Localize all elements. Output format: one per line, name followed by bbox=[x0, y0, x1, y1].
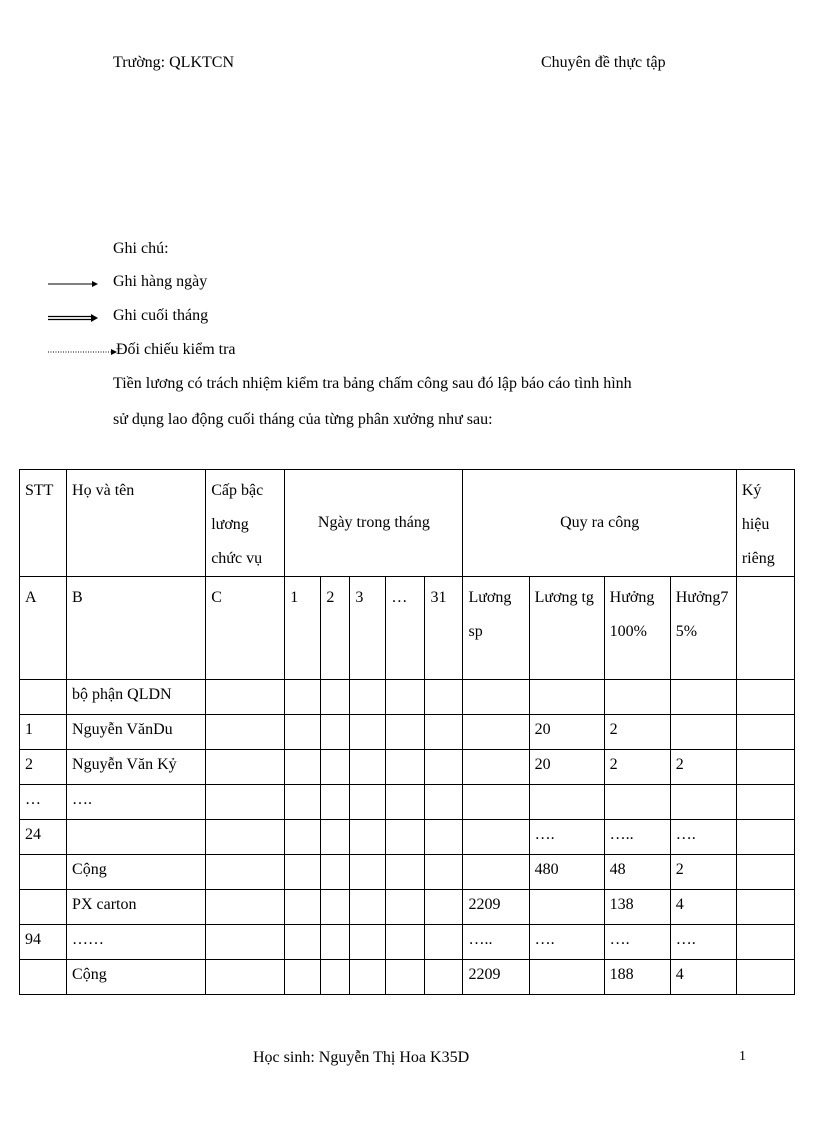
cell-day-3 bbox=[350, 960, 386, 995]
sub-b: B bbox=[67, 577, 206, 680]
cell-day-1 bbox=[285, 715, 321, 750]
table-row bbox=[20, 750, 795, 785]
cell-luong-sp bbox=[463, 750, 529, 785]
cell-day-3 bbox=[350, 925, 386, 960]
timesheet-table bbox=[19, 469, 795, 995]
table-row bbox=[20, 960, 795, 995]
cell-huong-75: 2 bbox=[670, 855, 736, 890]
cell-huong-75 bbox=[670, 785, 736, 820]
sub-luong-tg: Lương tg bbox=[529, 577, 604, 680]
cell-name: Cộng bbox=[67, 960, 206, 995]
sub-day-3: 3 bbox=[350, 577, 386, 680]
cell-day-2 bbox=[321, 855, 350, 890]
cell-name: …… bbox=[67, 925, 206, 960]
cell-symbol bbox=[736, 715, 794, 750]
thin-arrow-icon bbox=[48, 278, 100, 290]
cell-day-3 bbox=[350, 890, 386, 925]
cell-day-31 bbox=[425, 960, 463, 995]
cell-huong-100: ….. bbox=[604, 820, 670, 855]
cell-stt: … bbox=[20, 785, 67, 820]
cell-day-dots bbox=[386, 890, 425, 925]
cell-day-2 bbox=[321, 890, 350, 925]
cell-symbol bbox=[736, 820, 794, 855]
sub-c: C bbox=[206, 577, 285, 680]
table-row bbox=[20, 925, 795, 960]
sub-a: A bbox=[20, 577, 67, 680]
cell-huong-100: …. bbox=[604, 925, 670, 960]
cell-stt: 2 bbox=[20, 750, 67, 785]
cell-symbol bbox=[736, 960, 794, 995]
col-header-days: Ngày trong tháng bbox=[285, 470, 463, 577]
cell-huong-75 bbox=[670, 680, 736, 715]
dotted-arrow-icon bbox=[48, 346, 118, 358]
cell-huong-100: 188 bbox=[604, 960, 670, 995]
cell-luong-tg: 20 bbox=[529, 750, 604, 785]
cell-luong-tg bbox=[529, 890, 604, 925]
table-row bbox=[20, 715, 795, 750]
cell-symbol bbox=[736, 925, 794, 960]
cell-day-31 bbox=[425, 680, 463, 715]
sub-luong-sp: Lương sp bbox=[463, 577, 529, 680]
cell-luong-tg: 480 bbox=[529, 855, 604, 890]
cell-day-2 bbox=[321, 715, 350, 750]
double-arrow-icon bbox=[48, 312, 100, 324]
cell-day-2 bbox=[321, 960, 350, 995]
table-subheader-row bbox=[20, 577, 795, 680]
cell-luong-sp bbox=[463, 855, 529, 890]
paragraph-line-1: Tiền lương có trách nhiệm kiểm tra bảng chấm công sau đó lập báo cáo tình hình bbox=[113, 375, 632, 392]
cell-name bbox=[67, 820, 206, 855]
legend-daily-label: Ghi hàng ngày bbox=[113, 273, 208, 290]
cell-stt: 94 bbox=[20, 925, 67, 960]
col-header-symbol: Ký hiệu riêng bbox=[736, 470, 794, 577]
cell-day-31 bbox=[425, 925, 463, 960]
cell-day-3 bbox=[350, 680, 386, 715]
cell-day-2 bbox=[321, 680, 350, 715]
cell-symbol bbox=[736, 785, 794, 820]
cell-grade bbox=[206, 750, 285, 785]
sub-day-dots: … bbox=[386, 577, 425, 680]
table-row bbox=[20, 680, 795, 715]
cell-luong-tg: …. bbox=[529, 820, 604, 855]
cell-name: PX carton bbox=[67, 890, 206, 925]
cell-day-dots bbox=[386, 855, 425, 890]
table-row bbox=[20, 820, 795, 855]
cell-luong-sp bbox=[463, 820, 529, 855]
cell-name: bộ phận QLDN bbox=[67, 680, 206, 715]
cell-luong-tg bbox=[529, 960, 604, 995]
table-header-row bbox=[20, 470, 795, 577]
cell-stt bbox=[20, 855, 67, 890]
cell-day-dots bbox=[386, 750, 425, 785]
cell-huong-75: …. bbox=[670, 820, 736, 855]
cell-huong-100 bbox=[604, 785, 670, 820]
cell-day-3 bbox=[350, 820, 386, 855]
cell-day-2 bbox=[321, 785, 350, 820]
table-row bbox=[20, 855, 795, 890]
cell-symbol bbox=[736, 750, 794, 785]
cell-luong-sp: 2209 bbox=[463, 890, 529, 925]
cell-huong-100: 138 bbox=[604, 890, 670, 925]
cell-name: Nguyễn VănDu bbox=[67, 715, 206, 750]
sub-huong-75: Hưởng75% bbox=[670, 577, 736, 680]
cell-huong-75: 4 bbox=[670, 890, 736, 925]
cell-day-1 bbox=[285, 820, 321, 855]
cell-huong-100: 2 bbox=[604, 750, 670, 785]
cell-grade bbox=[206, 820, 285, 855]
cell-luong-sp: 2209 bbox=[463, 960, 529, 995]
cell-day-3 bbox=[350, 750, 386, 785]
notes-title: Ghi chú: bbox=[113, 240, 169, 257]
cell-luong-tg: 20 bbox=[529, 715, 604, 750]
cell-name: …. bbox=[67, 785, 206, 820]
cell-day-1 bbox=[285, 925, 321, 960]
cell-day-dots bbox=[386, 820, 425, 855]
cell-day-31 bbox=[425, 750, 463, 785]
cell-huong-75: …. bbox=[670, 925, 736, 960]
cell-luong-sp bbox=[463, 715, 529, 750]
cell-grade bbox=[206, 925, 285, 960]
cell-day-3 bbox=[350, 785, 386, 820]
cell-luong-sp bbox=[463, 785, 529, 820]
cell-grade bbox=[206, 890, 285, 925]
cell-huong-100: 48 bbox=[604, 855, 670, 890]
cell-day-dots bbox=[386, 785, 425, 820]
cell-day-3 bbox=[350, 715, 386, 750]
cell-grade bbox=[206, 960, 285, 995]
cell-grade bbox=[206, 715, 285, 750]
cell-luong-sp bbox=[463, 680, 529, 715]
cell-stt: 1 bbox=[20, 715, 67, 750]
cell-huong-100 bbox=[604, 680, 670, 715]
page-number: 1 bbox=[739, 1049, 746, 1064]
sub-huong-100: Hưởng 100% bbox=[604, 577, 670, 680]
cell-luong-tg: …. bbox=[529, 925, 604, 960]
table-row bbox=[20, 785, 795, 820]
cell-stt bbox=[20, 680, 67, 715]
sub-symbol bbox=[736, 577, 794, 680]
cell-day-31 bbox=[425, 855, 463, 890]
cell-symbol bbox=[736, 855, 794, 890]
cell-day-31 bbox=[425, 715, 463, 750]
cell-day-dots bbox=[386, 960, 425, 995]
cell-name: Cộng bbox=[67, 855, 206, 890]
cell-day-1 bbox=[285, 785, 321, 820]
cell-day-1 bbox=[285, 750, 321, 785]
cell-symbol bbox=[736, 680, 794, 715]
legend-check-label: Đối chiếu kiểm tra bbox=[116, 341, 236, 358]
cell-stt: 24 bbox=[20, 820, 67, 855]
cell-luong-tg bbox=[529, 680, 604, 715]
cell-day-2 bbox=[321, 925, 350, 960]
cell-day-2 bbox=[321, 750, 350, 785]
cell-day-1 bbox=[285, 680, 321, 715]
cell-huong-75: 4 bbox=[670, 960, 736, 995]
legend-monthly-label: Ghi cuối tháng bbox=[113, 307, 209, 324]
header-topic: Chuyên đề thực tập bbox=[541, 54, 666, 71]
cell-huong-75: 2 bbox=[670, 750, 736, 785]
cell-day-dots bbox=[386, 715, 425, 750]
cell-luong-tg bbox=[529, 785, 604, 820]
col-header-name: Họ và tên bbox=[67, 470, 206, 577]
sub-day-1: 1 bbox=[285, 577, 321, 680]
cell-name: Nguyễn Văn Kỷ bbox=[67, 750, 206, 785]
cell-stt bbox=[20, 890, 67, 925]
cell-day-31 bbox=[425, 890, 463, 925]
cell-stt bbox=[20, 960, 67, 995]
cell-grade bbox=[206, 855, 285, 890]
cell-huong-75 bbox=[670, 715, 736, 750]
cell-day-1 bbox=[285, 855, 321, 890]
paragraph-line-2: sử dụng lao động cuối tháng của từng phân xưởng như sau: bbox=[113, 411, 493, 428]
header-school: Trường: QLKTCN bbox=[113, 54, 234, 71]
cell-day-3 bbox=[350, 855, 386, 890]
table-row bbox=[20, 890, 795, 925]
cell-day-31 bbox=[425, 785, 463, 820]
sub-day-2: 2 bbox=[321, 577, 350, 680]
cell-grade bbox=[206, 785, 285, 820]
cell-day-dots bbox=[386, 925, 425, 960]
cell-grade bbox=[206, 680, 285, 715]
cell-day-2 bbox=[321, 820, 350, 855]
sub-day-31: 31 bbox=[425, 577, 463, 680]
cell-day-dots bbox=[386, 680, 425, 715]
cell-day-1 bbox=[285, 960, 321, 995]
cell-day-1 bbox=[285, 890, 321, 925]
col-header-stt: STT bbox=[20, 470, 67, 577]
footer-student: Học sinh: Nguyễn Thị Hoa K35D bbox=[253, 1049, 470, 1066]
col-header-grade: Cấp bậc lương chức vụ bbox=[206, 470, 285, 577]
cell-day-31 bbox=[425, 820, 463, 855]
cell-luong-sp: ….. bbox=[463, 925, 529, 960]
col-header-converted: Quy ra công bbox=[463, 470, 736, 577]
cell-huong-100: 2 bbox=[604, 715, 670, 750]
cell-symbol bbox=[736, 890, 794, 925]
